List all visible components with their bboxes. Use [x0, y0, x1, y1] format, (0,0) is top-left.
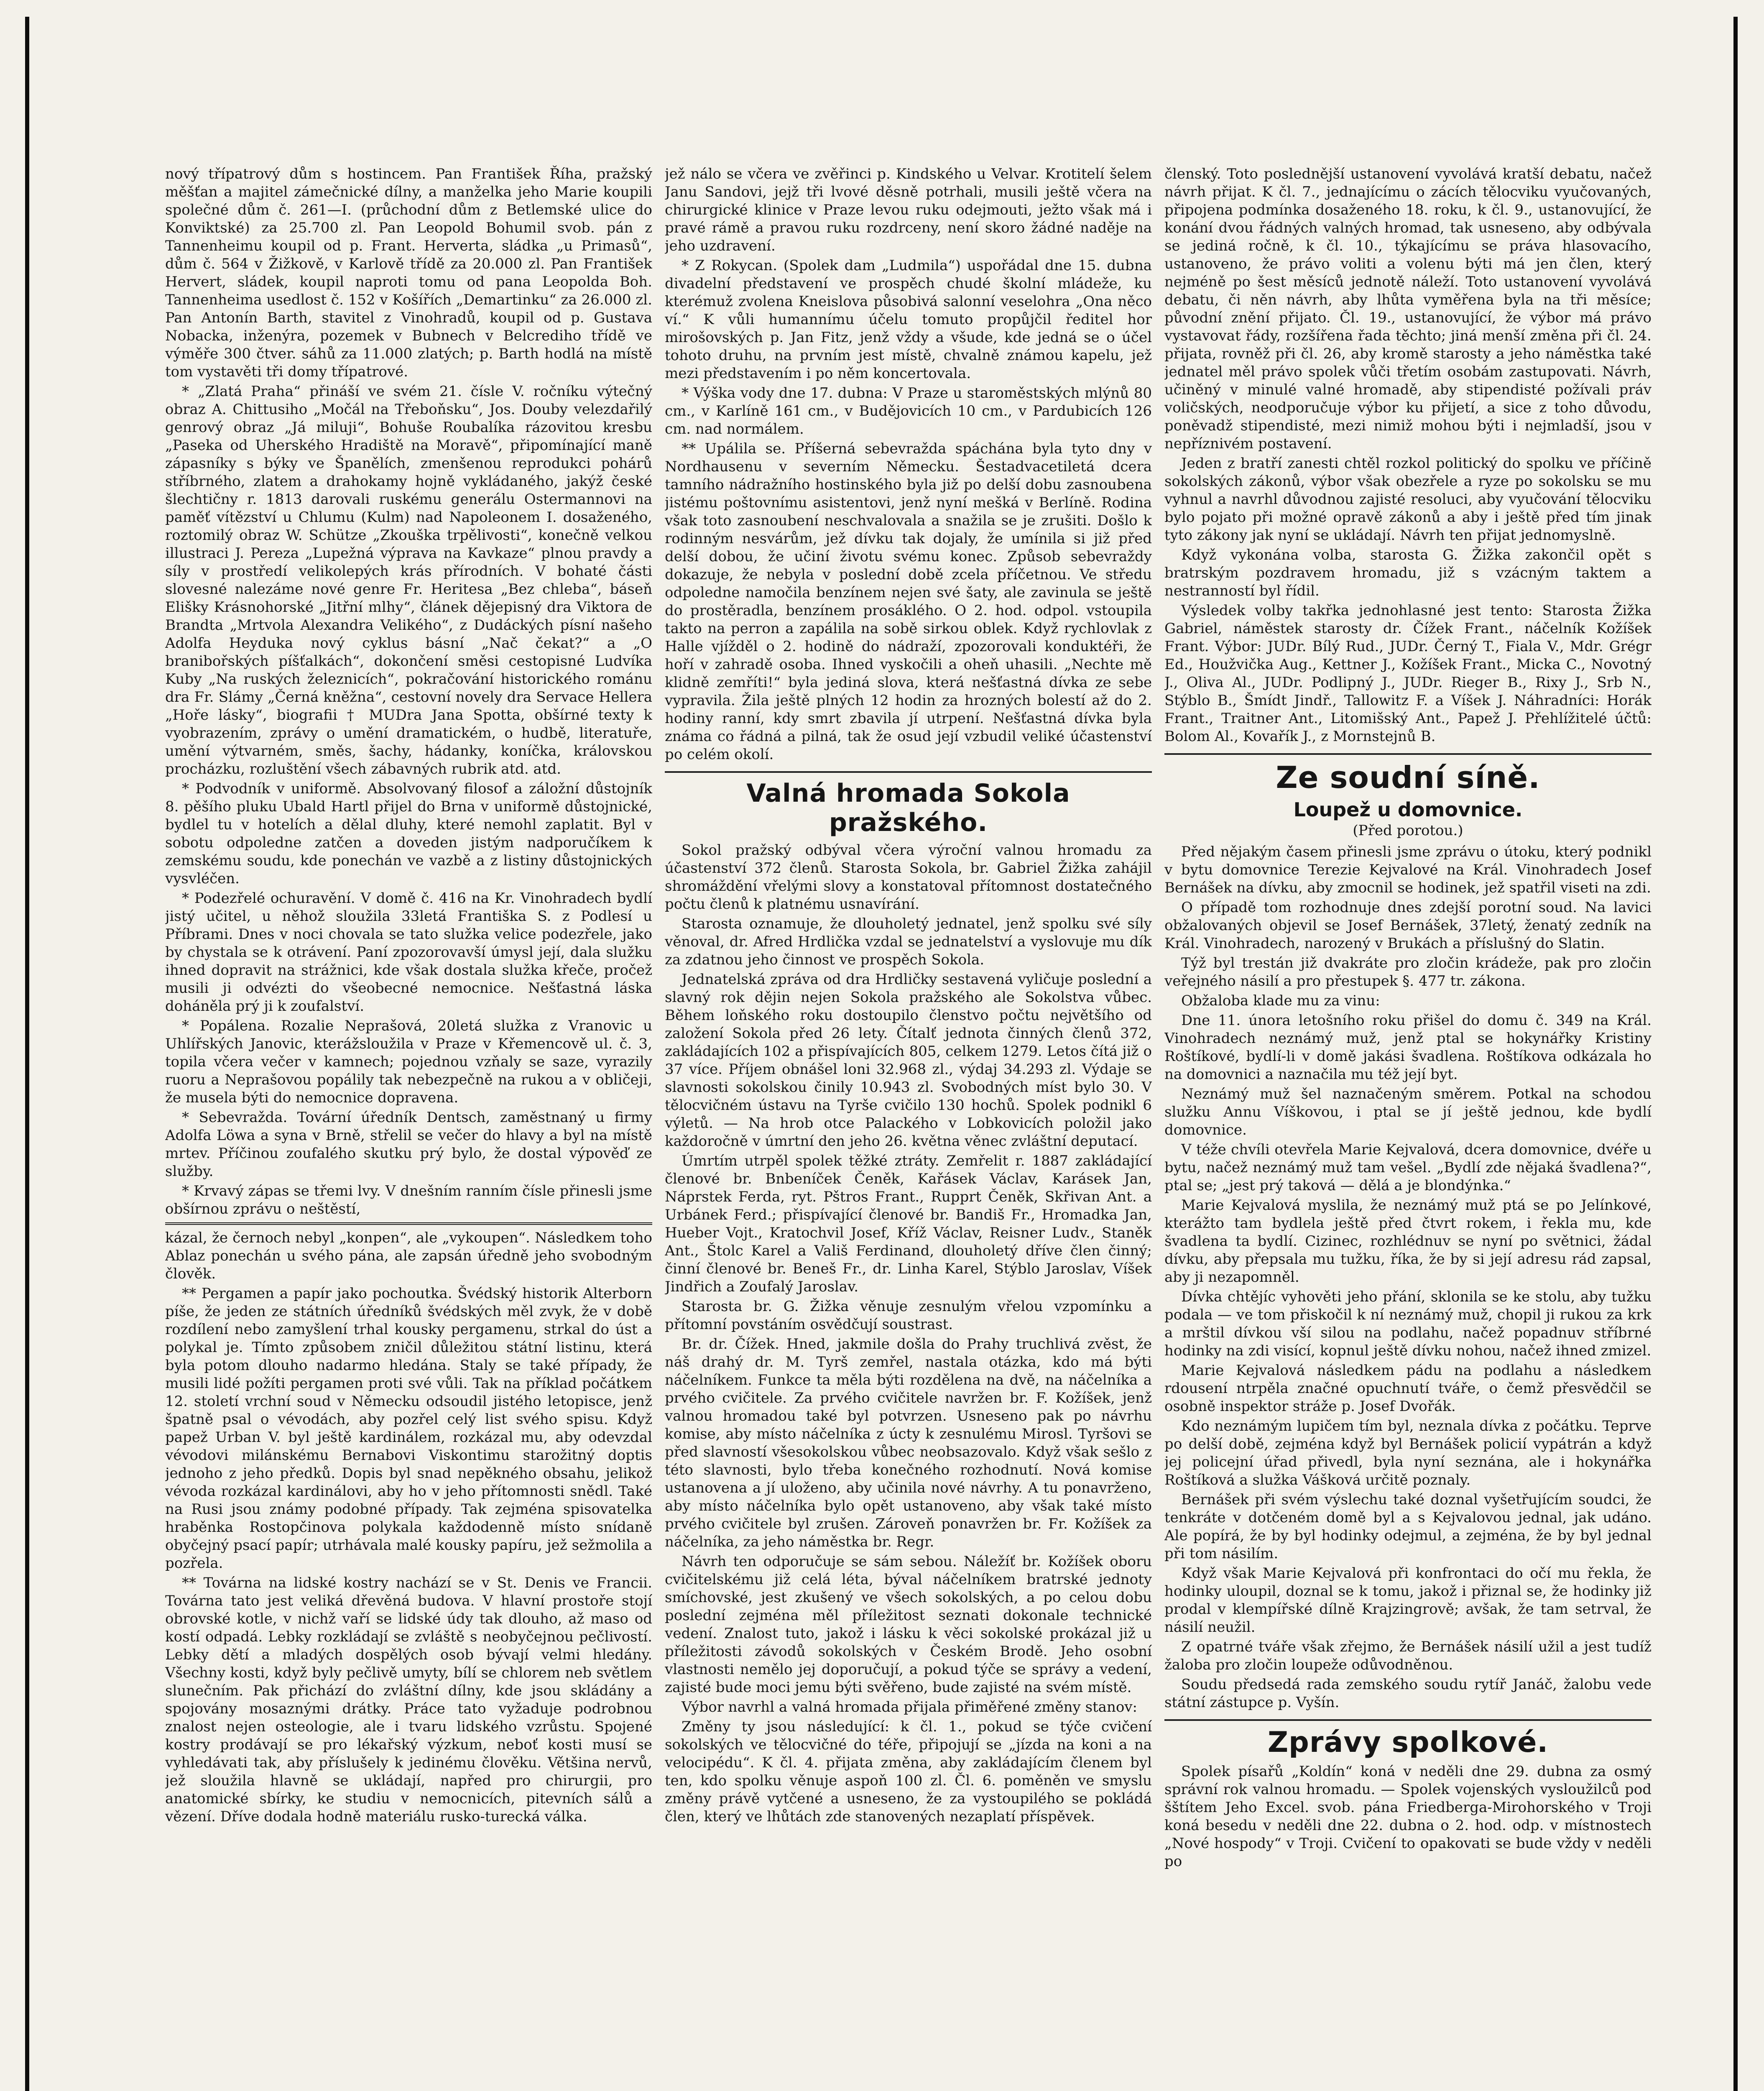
sokol-paragraph: Br. dr. Čížek. Hned, jakmile došla do Prahy truchlivá zvěst, že náš drahý dr. M. Tyrš zemřel, nastala otázka, kdo má býti náčelníkem. Funkce ta měla býti rozdělena na dvě, na náčelníka a prvého cvičitele. Za prvého cvičitele navržen br. F. Kožíšek, jenž valnou hromadou také byl potvrzen. Usneseno pak po návrhu komise, aby místo náčelníka z úcty k zesnulému Mirosl. Tyršovi se před slavností všesokolskou vůbec neobsazovalo. Když však sešlo z této slavnosti, bylo třeba konečného rozhodnutí. Nová komise ustanovena a jí uloženo, aby učinila nové návrhy. A tu ponavrženo, aby místo náčelníka bylo opět ustanoveno, aby však také místo prvého cvičitele byl zrušen. Zároveň ponavržen br. Fr. Kožíšek za náčelníka, za jeho náměstka br. Regr. — [665, 1336, 1152, 1550]
court-paragraph: Když však Marie Kejvalová při konfrontaci do očí mu řekla, že hodinky uloupil, doznal se k tomu, jakož i přiznal se, že hodinky již prodal v klempířské dílně Krajzingrově; avšak, že tam setrval, že násilí neužil. — [1164, 1565, 1652, 1636]
article-vyska-vody: * Výška vody dne 17. dubna: V Praze u staroměstských mlýnů 80 cm., v Karlíně 161 cm., v Budějovicích 10 cm., v Pardubicích 126 cm. nad normálem. — [665, 385, 1152, 437]
sokol-election-results: Výsledek volby takřka jednohlasné jest tento: Starosta Žižka Gabriel, náměstek starosty dr. Čížek Frant., náčelník Kožíšek Frant. Výbor: JUDr. Bílý Rud., JUDr. Černý T., Fiala V., Mdr. Grégr Ed., Houžvička Aug., Kettner J., Kožíšek Frant., Micka C., Novotný J., Oliva Al., JUDr. Podlipný J., JUDr. Rieger B., Rixy J., Srb N., Stýblo B., Šmídt Jindř., Tallowitz F. a Víšek J. Náhradníci: Horák Frant., Traitner Ant., Litomišský Ant., Papež J. Přehlížitelé účtů: Bolom Al., Kovařík J., z Mornstejnů B. — [1164, 602, 1652, 745]
article-zlata-praha: * „Zlatá Praha“ přináší ve svém 21. čísle V. ročníku výtečný obraz A. Chittusiho „Močál na Třeboňsku“, Jos. Douby velezdařilý genrový obraz „Já miluji“, Bohuše Roubalíka rázovitou kresbu „Paseka od Uherského Hradiště na Moravě“, připomínající maně zápasníky s býky ve Španělích, zmenšenou reprodukci pohárů stříbrného, zlatem a drahokamy hojně vykládaného, jakýž české šlechtičny r. 1813 darovali ruskému generálu Ostermannovi na paměť vítězství u Chlumu (Kulm) nad Napoleonem I. dosaženého, roztomilý obraz W. Schütze „Zkouška trpělivosti“, konečně velkou illustraci J. Pereza „Lupežná výprava na Kavkaze“ plnou pravdy a síly v prostředí velikolepých krás přírodních. V bohaté části slovesné nalezáme nové genre Fr. Heritesa „Bez chleba“, báseň Elišky Krásnohorské „Jitřní mlhy“, článek dějepisný dra Viktora de Brandta „Mrtvola Alexandra Velikého“, z Dudáckých písní našeho Adolfa Heyduka nový cyklus básní „Nač čekat?“ a „O branibořských píšťalkách“, dokončení směsi cestopisné Ludvíka Kuby „Na ruských železnicích“, pokračování historického románu dra Fr. Slámy „Černá kněžna“, cestovní novely dra Servace Hellera „Hoře lásky“, biografii † MUDra Jana Spotta, obšírné texty k vyobrazením, zprávy o umění dramatickém, o hudbě, literatuře, umění výtvarném, směs, šachy, hádanky, koníčka, královskou procházku, rozluštění všech zábavných rubrik atd. atd. — [165, 383, 652, 777]
headline-sokol: Valná hromada Sokola pražského. — [665, 771, 1152, 837]
court-paragraph: Dne 11. února letošního roku přišel do domu č. 349 na Král. Vinohradech neznámý muž, jenž ptal se hokynářky Kristiny Roštíkové, bydlí-li v domě jakási švadlena. Roštíkova odkázala ho na domovnici a naznačila mu též její byt. — [1164, 1012, 1652, 1083]
sokol-paragraph: Úmrtím utrpěl spolek těžké ztráty. Zemřelit r. 1887 zakládající členové br. Bnbeníček Čeněk, Kařásek Václav, Karásek Jan, Náprstek Ferda, ryt. Pštros Frant., Rupprt Čeněk, Skřivan Ant. a Urbánek Ferd.; přispívající členové br. Bandiš Fr., Hromadka Jan, Hueber Vojt., Kratochvil Josef, Kříž Václav, Reisner Ludv., Staněk Ant., Štolc Karel a Vališ Ferdinand, dlouholetý dříve člen činný; činní členové br. Beneš Fr., dr. Linha Karel, Stýblo Jaroslav, Víšek Jindřich a Zoufalý Jaroslav. — [665, 1153, 1152, 1295]
court-paragraph: Marie Kejvalová následkem pádu na podlahu a následkem rdousení ntrpěla značné opuchnutí tváře, o čemž přesvědčil se osobně inspektor stráže p. Josef Dvořák. — [1164, 1362, 1652, 1415]
court-paragraph: Obžaloba klade mu za vinu: — [1181, 992, 1380, 1009]
article-upalila-se: ** Upálila se. Příšerná sebevražda spáchána byla tyto dny v Nordhausenu v severním Německu. Šestadvacetiletá dcera tamního nádražního hostinského byla již po delší dobu zasnoubena jistému poštovnímu asistentovi, jenž nyní mešká v Berlíně. Rodina však toto zasnoubení neschvalovala a snažila se je zrušiti. Došlo k rodinným nesvárům, jež dívku tak dojaly, že umínila si již před delší dobou, že učiní životu svému konec. Způsob sebevraždy dokazuje, že nebyla v poslední době zcela příčetnou. Ve středu odpoledne namočila benzínem nejen své šaty, ale zavinula se ještě do prostěradla, benzínem prosáklého. O 2. hod. odpol. vstoupila takto na perron a zapálila na sobě sirkou oblek. Když rychlovlak z Halle vjížděl o 2. hodině do nádraží, zpozorovali konduktéři, že hoří v zahradě osoba. Ihned vyskočili a oheň uhasili. „Nechte mě klidně zemříti!“ byla jediná slova, která nešťastná dívka ze sebe vypravila. Žila ještě plných 12 hodin za hrozných bolestí až do 2. hodiny ranní, kdy smrt zbavila jí utrpení. Nešťastná dívka byla známa co řádná a pilná, tak že osud její vzbudil veliké účastenství po celém okolí. — [665, 440, 1152, 763]
column-2 — [665, 165, 1152, 2091]
court-paragraph: Bernášek při svém výslechu také doznal vyšetřujícím soudci, že tenkráte v dotčeném domě byl a s Kejvalovou jednal, jak udáno. Ale popírá, že by byl hodinky odejmul, a zejména, že by byl jednal při tom násilím. — [1164, 1491, 1652, 1562]
article-popalena: * Popálena. Rozalie Neprašová, 20letá služka z Vranovic u Uhlířských Janovic, kterážsloužila v Praze v Křemencově ul. č. 3, topila včera večer v kamnech; pojednou vzňaly se saze, vyrazily ruoru a Neprašovou popálily tak nebezpečně na rukou a v obličeji, že musela býti do nemocnice dopravena. — [165, 1017, 652, 1106]
article-pergamen: ** Pergamen a papír jako pochoutka. Švédský historik Alterborn píše, že jeden ze státních úředníků švédských měl zvyk, že v době rozdílení nebo zamyšlení trhal kousky pergamenu, strkal do úst a polykal je. Tímto způsobem zničil důležitou státní listinu, která byla potom dlouho nadarmo hledána. Staly se také případy, že musili lidé požíti pergamen proti své vůli. Tak na příklad počátkem 12. století vrchní soud v Německu odsoudil jistého letopisce, jenž špatně psal o vévodách, aby pozřel celý list svého spisu. Když papež Urban V. byl ještě kardinálem, rozkázal mu, aby odevzdal vévodovi milánskému Bernabovi Viskontimu starožitný doptis jednoho z jeho předků. Dopis byl snad nepěkného obsahu, jelikož vévoda rozkázal kardinálovi, aby ho v jeho přítomnosti snědl. Také na Rusi jsou známy podobné případy. Tak zejména spisovatelka hraběnka Rostopčinova polykala každodenně místo snídaně obyčejný psací papír; utrhávala malé kousky papíru, jež sežmolila a pozřela. — [165, 1285, 652, 1572]
court-paragraph: Marie Kejvalová myslila, že neznámý muž ptá se po Jelínkové, kterážto tam bydlela ještě před čtvrt rokem, i řekla mu, kde švadlena ta bydlí. Cizinec, rozhlédnuv se nyní po světnici, žádal dívku, aby přepsala mu tužku, říka, že by si její adresu rád zapsal, aby ji nezapomněl. — [1164, 1197, 1652, 1286]
sokol-paragraph: Když vykonána volba, starosta G. Žižka zakončil opět s bratrským pozdravem hromadu, již s vzácným taktem a nestranností byl řídil. — [1164, 547, 1652, 599]
sokol-paragraph: Návrh ten odporučuje se sám sebou. Náležíť br. Kožíšek oboru cvičitelskému již celá léta, býval náčelníkem bratrské jednoty smíchovské, jest zkušený ve všech sokolských, a po celou dobu poslední zejména měl příležitost seznati dokonale technické vedení. Znalost tuto, jakož i lásku k věci sokolské prokázal již u příležitosti závodů sokolských v Českém Brodě. Jeho osobní vlastnosti nemělo jej doporučují, a pokud týče se správy a vedení, zajisté bude moci jemu býti svěřeno, bude zajisté na svém místě. — [665, 1553, 1152, 1696]
associations-paragraph: Spolek písařů „Koldín“ koná v neděli dne 29. dubna za osmý správní rok valnou hromadu. — Spolek vojenských vysloužilců pod šštítem Jeho Excel. svob. pána Friedberga-Mirohorského v Troji koná besedu v neděli dne 22. dubna o 2. hod. odp. v místnostech „Nové hospody“ v Troji. Cvičení to opakovati se bude vždy v neděli po — [1164, 1763, 1652, 1870]
sokol-paragraph: Jeden z bratří zanesti chtěl rozkol politický do spolku ve příčině sokolských zákonů, výbor však obezřele a ryze po sokolsku se mu vyhnul a navrhl důvodnou zajisté resoluci, aby vyučování tělocviku bylo pojato při možné opravě zákonů a aby i ještě před tím jinak tyto zákony jak nyní se ukládají. Návrh ten přijat jednomyslně. — [1164, 455, 1652, 544]
court-paragraph: Z opatrné tváře však zřejmo, že Bernášek násilí užil a jest tudíž žaloba pro zločin loupeže odůvodněnou. — [1164, 1639, 1652, 1673]
article-z-rokycan: * Z Rokycan. (Spolek dam „Ludmila“) uspořádal dne 15. dubna divadelní představení ve prospěch chudé školní mládeže, ku kterémuž zvolena Kneislova působivá salonní veselohra „Ona něco ví.“ K vůli humannímu účelu tomuto propůjčil ředitel hor mirošovských p. Jan Fitz, jenž vždy a všude, kde jedná se o účel tohoto druhu, na prvním jest místě, chvalně známou kapelu, jež mezi představením i po něm koncertovala. — [665, 257, 1152, 382]
article-continuation: kázal, že černoch nebyl „konpen“, ale „vykoupen“. Následkem toho Ablaz ponechán u svého pána, ale zapsán úředně jeho svobodným člověk. — [165, 1230, 652, 1282]
column-3 — [1164, 165, 1652, 2091]
court-paragraph: O případě tom rozhodnuje dnes zdejší porotní soud. Na lavici obžalovaných objevil se Josef Bernášek, 37letý, ženatý zedník na Král. Vinohradech, narozený v Brukách a příslušný do Slatin. — [1164, 899, 1652, 952]
sokol-paragraph: Starosta oznamuje, že dlouholetý jednatel, jenž spolku své síly věnoval, dr. Afred Hrdlička vzdal se jednatelství a vyslovuje mu dík za zdatnou jeho činnost ve prospěch Sokola. — [665, 915, 1152, 968]
court-paragraph: Dívka chtějíc vyhověti jeho přání, sklonila se ke stolu, aby tužku podala — ve tom přiskočil k ní neznámý muž, chopil ji rukou za krk a mrštil dívkou vší silou na podlahu, načež popadnuv stříbrné hodinky na zdi visící, kopnul ještě dívku nohou, načež ihned zmizel. — [1164, 1288, 1652, 1359]
sokol-paragraph: Jednatelská zpráva od dra Hrdličky sestavená vyličuje poslední a slavný rok dějin nejen Sokola pražského ale Sokolstva vůbec. Během loňského roku dostoupilo členstvo počtu největšího od založení Sokola před 26 lety. Čítalť jednota činných členů 372, zakládajících 102 a přispívajících 805, celkem 1279. Letos čítá již o 37 více. Příjem obnášel loni 32.968 zl., výdaj 34.293 zl. Výdaje se slavnosti sokolskou činily 10.943 zl. Svobodných míst bylo 30. V tělocvičném ústavu na Tyrše cvičilo 130 hochů. Spolek podnikl 6 výletů. — Na hrob otce Palackého v Lobkovicích položil jako každoročně v úmrtní den jeho 26. května věnec zvláštní deputací. — [665, 971, 1152, 1150]
court-paragraph: Kdo neznámým lupičem tím byl, neznala dívka z počátku. Teprve po delší době, zejména když byl Bernášek policií vypátrán a když jej policejní úřad přivedl, byla nyní seznána, ale i hokynářka Roštíková a služka Vášková určitě poznaly. — [1164, 1418, 1652, 1488]
court-paragraph: Před nějakým časem přinesli jsme zprávu o útoku, který podnikl v bytu domovnice Terezie Kejvalové na Král. Vinohradech Josef Bernášek na dívku, aby zmocnil se hodinek, jež spatřil viseti na zdi. — [1164, 844, 1652, 896]
article-podezrele-ochuraveni: * Podezřelé ochuravění. V domě č. 416 na Kr. Vinohradech bydlí jistý učitel, u něhož sloužila 33letá Františka S. z Podlesí u Příbrami. Dnes v noci chovala se tato služka velice podezřele, jako by chystala se k otrávení. Paní zpozorovavší úmysl její, dala služku ihned dopravit na strážnici, kde však dostala služka křeče, pročež musili ji odvézti do všeobecné nemocnice. Nešťastná láska doháněla prý ji k zoufalství. — [165, 890, 652, 1015]
article-lvy-continuation: jež nálo se včera ve zvěřinci p. Kindského u Velvar. Krotitelí šelem Janu Sandovi, jejž tři lvové děsně potrhali, musili ještě včera na chirurgické klinice v Praze levou ruku odejmouti, ježto však má i pravé rámě a pravou ruku rozdrceny, není skoro žádné naděje na jeho uzdravení. — [665, 166, 1152, 254]
article-tovarna-kostry: ** Továrna na lidské kostry nachází se v St. Denis ve Francii. Továrna tato jest veliká dřevěná budova. V hlavní prostoře stojí obrovské kotle, v nichž vaří se lidské údy tak dlouho, až maso od kostí odpadá. Lebky rozkládají se zvláště s neobyčejnou pečlivostí. Lebky dětí a mladých dospělých osob bývají velmi hledány. Všechny kosti, když byly pečlivě umyty, bílí se chlorem neb světlem slunečním. Pak přichází do zvláštní dílny, kde jsou skládány a spojovány mosaznými drátky. Práce tato vyžaduje podrobnou znalost nejen osteologie, ale i tvaru lidského vzrůstu. Spojené kostry prodávají se pro lékařský výzkum, neboť kosti musí se vyhledávati tak, aby příslušely k jedinému člověku. Většina nervů, jež sloužila hlavně se ukládají, napřed pro chirurgii, pro anatomické sbírky, ke studiu v nemocnicích, pitevních sálů a vězení. Dříve dodala hodně materiálu rusko-turecká válka. — [165, 1575, 652, 1825]
subheadline-loupez: Loupež u domovnice. — [1293, 798, 1523, 821]
article-krvavy-zapas: * Krvavý zápas se třemi lvy. V dnešním ranním čísle přinesli jsme obšírnou zprávu o neštěstí, — [165, 1183, 652, 1217]
sokol-paragraph: Výbor navrhl a valná hromada přijala přiměřené změny stanov: — [682, 1699, 1137, 1715]
sokol-paragraph: Sokol pražský odbýval včera výroční valnou hromadu za účastenství 372 členů. Starosta Sokola, br. Gabriel Žižka zahájil shromáždění vřelými slovy a konstatoval přítomnost dostatečného počtu členů k platnému usnavírání. — [665, 842, 1152, 913]
article-sebevrazda: * Sebevražda. Tovární úředník Dentsch, zaměstnaný u firmy Adolfa Löwa a syna v Brně, střelil se večer do hlavy a byl na místě mrtev. Příčinou zoufalého skutku prý bylo, že dostal výpověď ze služby. — [165, 1109, 652, 1180]
court-paragraph: V téže chvíli otevřela Marie Kejvalová, dcera domovnice, dvéře u bytu, načež neznámý muž tam vešel. „Bydlí zde nějaká švadlena?“, ptal se; „jest prý taková — dělá a je blondýnka.“ — [1164, 1141, 1652, 1194]
sokol-paragraph: Starosta br. G. Žižka věnuje zesnulým vřelou vzpomínku a přítomní povstáním osvědčují soustrast. — [665, 1298, 1152, 1333]
newspaper-page — [165, 165, 1652, 2091]
subnote-porota: (Před porotou.) — [1353, 822, 1463, 839]
court-paragraph: Týž byl trestán již dvakráte pro zločin krádeže, pak pro zločin veřejného násilí a pro přestupek §. 477 tr. zákona. — [1164, 955, 1652, 989]
section-divider — [165, 1222, 652, 1225]
court-paragraph: Soudu předsedá rada zemského soudu rytíř Janáč, žalobu vede státní zástupce p. Vyšín. — [1164, 1676, 1652, 1711]
court-paragraph: Neznámý muž šel naznačeným směrem. Potkal na schodou služku Annu Víškovou, i ptal se jí ještě jednou, kde bydlí domovnice. — [1164, 1086, 1652, 1138]
sokol-continuation: členský. Toto poslednější ustanovení vyvolává kratší debatu, načež návrh přijat. K čl. 7., jednajícímu o zácích tělocviku vyučovaných, připojena podmínka dosaženého 18. roku, k čl. 9., ustanovující, že konání dvou řádných valných hromad, tak usneseno, aby odbývala se jediná ročně, k čl. 10., týkajícímu se práva hlasovacího, ustanoveno, že právo voliti a volenu býti má jen člen, který nejméně po šest měsíců jednotě náleží. Toto ustanovení vyvolává debatu, či něn návrh, aby lhůta vyměřena byla na tři měsíce; původní znění přijato. Čl. 19., ustanovující, že výbor má právo vystavovat řády, rozšířena řada těchto; jiná menší změna při čl. 24. přijata, rovněž při čl. 26, aby kromě starosty a jeho náměstka také jednatel měl právo spolek vůči třetím osobám zastupovati. Návrh, učiněný v minulé valné hromadě, aby stipendisté požívali práv voličských, neodporučuje výbor ku přijetí, a sice z toho důvodu, poněvadž stipendisté, mezi nimiž mohou býti i nejmladší, jsou v nepříznivém postavení. — [1164, 166, 1652, 452]
sokol-paragraph: Změny ty jsou následující: k čl. 1., pokud se týče cvičení sokolských ve tělocvičné do téře, připojují se „jízda na koni a na velocipédu“. K čl. 4. přijata změna, aby zakládajícím členem byl ten, kdo spolku věnuje aspoň 100 zl. Čl. 6. poměněn ve smyslu změny právě vytčené a usneseno, že za vystoupilého se pokládá člen, který ve lhůtách zde stanovených nezaplatí příspěvek. — [665, 1718, 1152, 1825]
article-podvodnik: * Podvodník v uniformě. Absolvovaný filosof a záložní důstojník 8. pěšího pluku Ubald Hartl přijel do Brna v uniformě důstojnické, bydlel tu v hotelích a dělal dluhy, které nemohl zaplatit. Byl v sobotu odpoledne zatčen a doveden jistým nadporučíkem k zemskému soudu, kde ponechán ve vazbě a z listiny důstojnických vysvléčen. — [165, 780, 652, 887]
headline-soudni-sin: Ze soudní síně. — [1164, 753, 1652, 794]
headline-zpravy-spolkove: Zprávy spolkové. — [1164, 1719, 1652, 1759]
article-real-estate: nový třípatrový dům s hostincem. Pan František Říha, pražský měšťan a majitel zámečnické dílny, a manželka jeho Marie koupili společné dům č. 261—I. (průchodní dům z Betlemské ulice do Konviktské) za 25.700 zl. Pan Leopold Bohumil svob. pán z Tannenheimu koupil od p. Frant. Herverta, sládka „u Primasů“, dům č. 564 v Žižkově, v Karlově třídě za 20.000 zl. Pan František Hervert, sládek, koupil naproti tomu od pana Leopolda Boh. Tannenheima usedlost č. 152 v Košířích „Demartinku“ za 26.000 zl. Pan Antonín Barth, stavitel z Vinohradů, koupil od p. Gustava Nobacka, inženýra, pozemek v Bubnech v Belcrediho třídě ve výměře 300 čtver. sáhů za 11.000 zlatých; p. Barth hodlá na místě tom vystavěti tři domy třípatrové. — [165, 166, 652, 380]
column-1 — [165, 165, 652, 2091]
